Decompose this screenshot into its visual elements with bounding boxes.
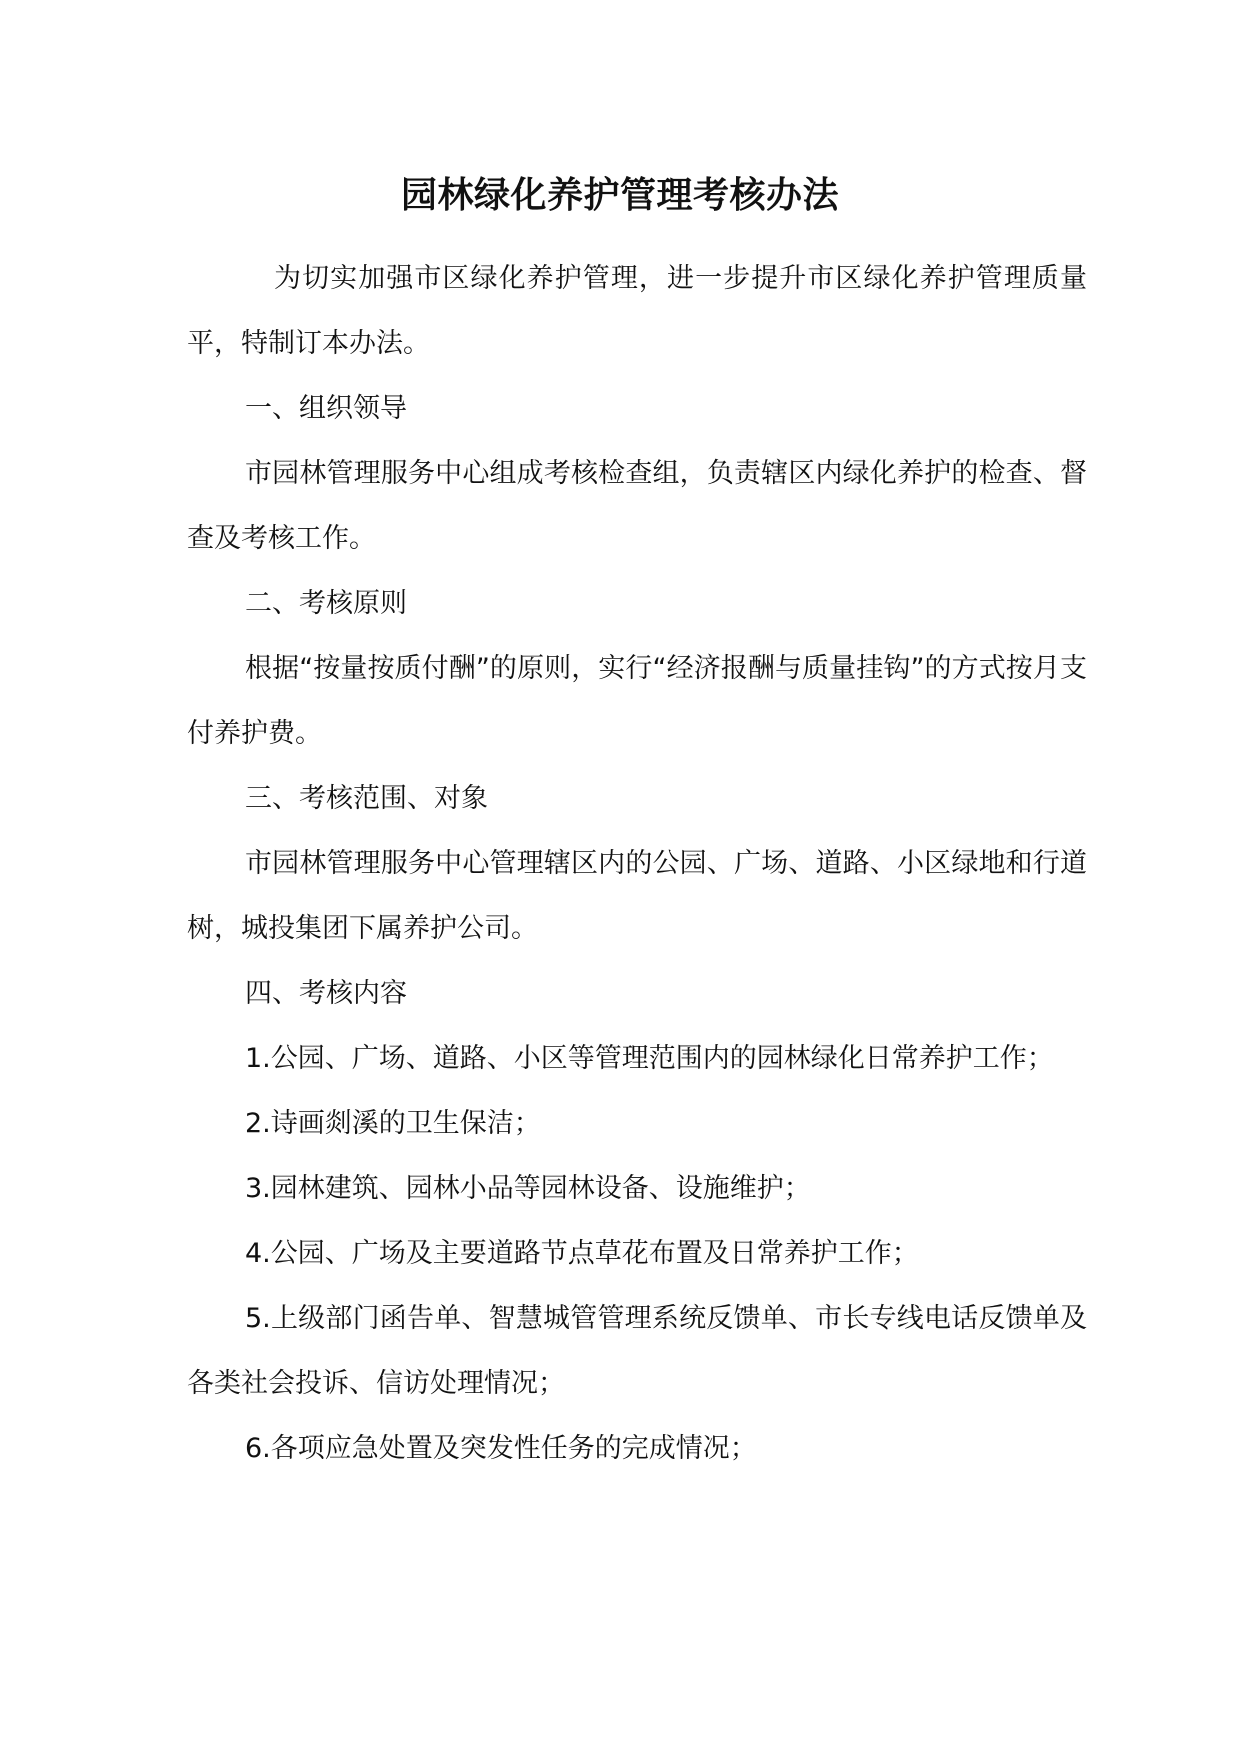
scope-paragraph: 市园林管理服务中心管理辖区内的公园、广场、道路、小区绿地和行道树，城投集团下属养护公司。	[187, 848, 1087, 944]
document-body	[187, 246, 1087, 1481]
section-heading-content: 四、考核内容	[245, 978, 407, 1009]
content-item-6: 6.各项应急处置及突发性任务的完成情况；	[245, 1433, 757, 1464]
document-title: 园林绿化养护管理考核办法	[400, 175, 839, 216]
principle-paragraph: 根据“按量按质付酬”的原则，实行“经济报酬与质量挂钩”的方式按月支付养护费。	[187, 653, 1087, 749]
organization-paragraph: 市园林管理服务中心组成考核检查组，负责辖区内绿化养护的检查、督查及考核工作。	[187, 458, 1087, 554]
section-heading-organization: 一、组织领导	[245, 393, 407, 424]
content-item-1: 1.公园、广场、道路、小区等管理范围内的园林绿化日常养护工作；	[245, 1043, 1054, 1074]
intro-paragraph: 为切实加强市区绿化养护管理，进一步提升市区绿化养护管理质量平，特制订本办法。	[187, 263, 1087, 359]
section-heading-scope: 三、考核范围、对象	[245, 783, 488, 814]
content-item-5: 5.上级部门函告单、智慧城管管理系统反馈单、市长专线电话反馈单及各类社会投诉、信访处理情况；	[187, 1303, 1087, 1399]
content-item-4: 4.公园、广场及主要道路节点草花布置及日常养护工作；	[245, 1238, 919, 1269]
content-item-2: 2.诗画剡溪的卫生保洁；	[245, 1108, 541, 1139]
content-item-3: 3.园林建筑、园林小品等园林设备、设施维护；	[245, 1173, 811, 1204]
section-heading-principle: 二、考核原则	[245, 588, 407, 619]
